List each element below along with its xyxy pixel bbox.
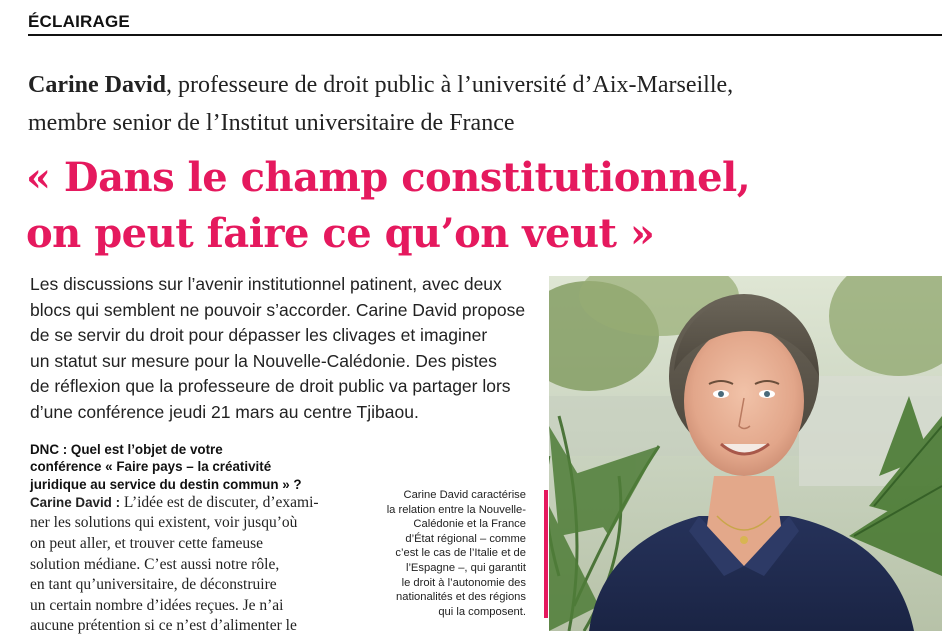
lede-line: de se servir du droit pour dépasser les clivages et imaginer bbox=[30, 325, 488, 345]
portrait-photo bbox=[549, 276, 942, 631]
photo-caption: Carine David caractérise la relation entre la Nouvelle- Calédonie et la France d’État régional – comme c’est le cas de l’Italie et de l’Espagne –, qui garantit le droit à l’autonomie des nationalités et des régions qui la composent. bbox=[386, 489, 526, 618]
headline bbox=[26, 150, 936, 262]
interview-answer: Carine David : L’idée est de discuter, d’exami- ner les solutions qui existent, voir jusqu’où on peut aller, et trouver cette fameuse solution médiane. C’est aussi notre rôle, en tant qu’universitaire, de déconstruire un certain nombre d’idées reçues. Je n’ai aucune prétention si ce n’est d’alimenter le bbox=[30, 493, 319, 635]
byline bbox=[28, 66, 928, 142]
author-role: , professeure de droit public à l’université d’Aix-Marseille, bbox=[166, 72, 734, 98]
speaker-label: Carine David : bbox=[30, 494, 121, 510]
interview-column bbox=[30, 441, 319, 637]
lede-line: Les discussions sur l’avenir institutionnel patinent, avec deux bbox=[30, 274, 502, 294]
lede-line: de réflexion que la professeure de droit public va partager lors bbox=[30, 376, 511, 396]
section-rule bbox=[28, 34, 942, 36]
lede bbox=[30, 272, 530, 425]
lede-line: blocs qui semblent ne pouvoir s’accorder. Carine David propose bbox=[30, 299, 526, 320]
headline-line-2: on peut faire ce qu’on veut » bbox=[26, 210, 655, 257]
author-name: Carine David bbox=[28, 72, 166, 98]
headline-line-1: « Dans le champ constitutionnel, bbox=[26, 154, 751, 201]
portrait-photo-icon bbox=[549, 276, 942, 631]
author-affiliation: membre senior de l’Institut universitaire de France bbox=[28, 110, 515, 136]
caption-accent-bar bbox=[544, 490, 548, 618]
interview-question: DNC : Quel est l’objet de votre conférence « Faire pays – la créativité juridique au service du destin commun » ? bbox=[30, 442, 302, 492]
lede-line: d’une conférence jeudi 21 mars au centre Tjibaou. bbox=[30, 401, 419, 422]
section-rubric: ÉCLAIRAGE bbox=[28, 12, 130, 31]
lede-line: un statut sur mesure pour la Nouvelle-Calédonie. Des pistes bbox=[30, 350, 497, 371]
